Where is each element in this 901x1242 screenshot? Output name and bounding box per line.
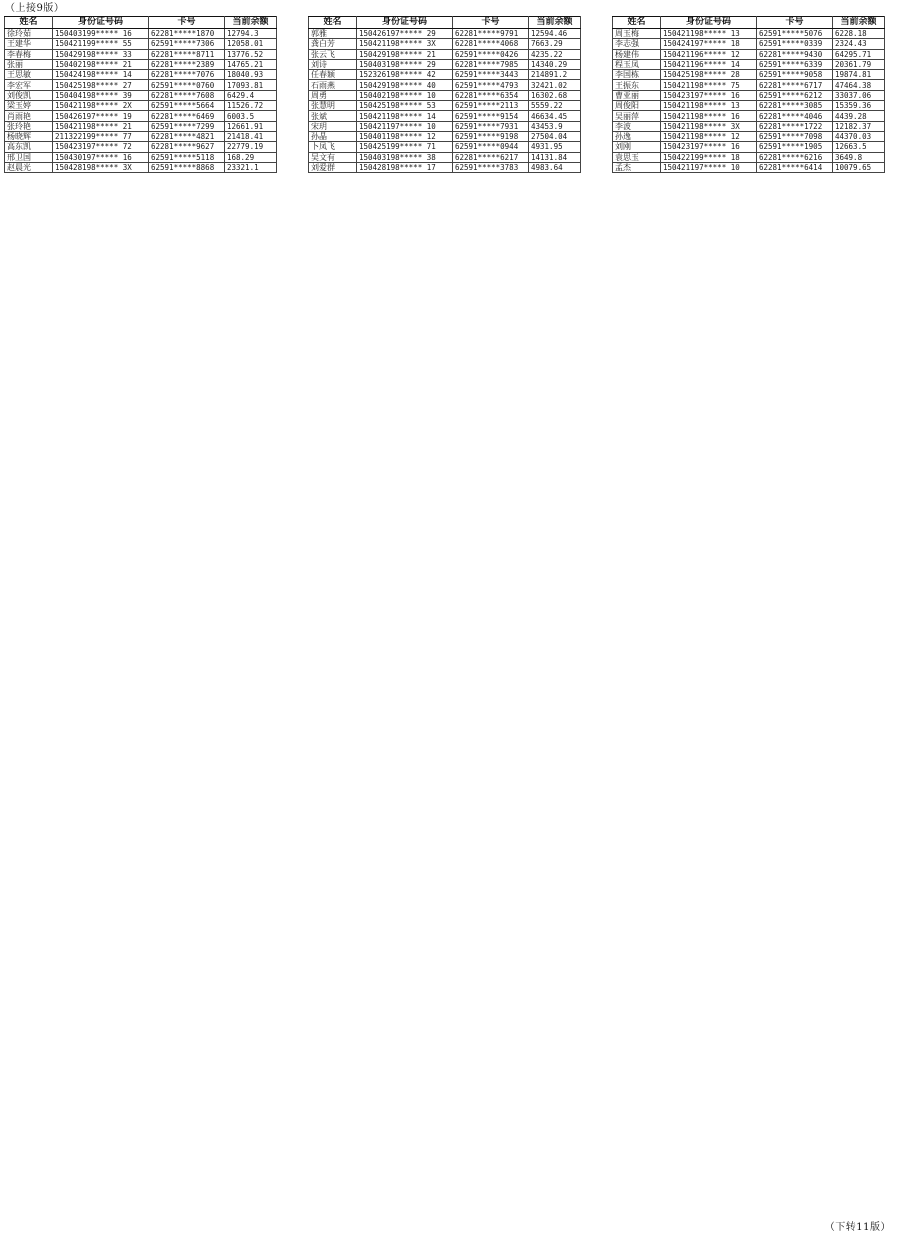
id-number: 150422199***** 18	[661, 152, 757, 162]
holder-name: 李志强	[613, 39, 661, 49]
id-number-header: 身份证号码	[661, 17, 757, 29]
id-number: 150423197***** 16	[661, 142, 757, 152]
table-row	[309, 39, 581, 49]
id-number: 150402198***** 21	[53, 59, 149, 69]
holder-name: 徐玲茹	[5, 29, 53, 39]
holder-name: 吴丽萍	[613, 111, 661, 121]
holder-name: 孟杰	[613, 162, 661, 172]
continued-from-note: （上接9版）	[5, 3, 65, 14]
current-balance: 15359.36	[833, 101, 885, 111]
holder-name: 李波	[613, 121, 661, 131]
header-row	[613, 17, 885, 29]
current-balance: 4235.22	[529, 49, 581, 59]
holder-name: 郭雅	[309, 29, 357, 39]
id-number: 150421198***** 2X	[53, 101, 149, 111]
current-balance: 12794.3	[225, 29, 277, 39]
holder-name: 任春颖	[309, 70, 357, 80]
id-number: 150421198***** 13	[661, 29, 757, 39]
card-number: 62591*****9198	[453, 131, 529, 141]
id-number: 150403198***** 38	[357, 152, 453, 162]
current-balance: 11526.72	[225, 101, 277, 111]
current-balance: 168.29	[225, 152, 277, 162]
card-number: 62281*****6354	[453, 90, 529, 100]
current-balance: 16302.68	[529, 90, 581, 100]
table-row	[309, 101, 581, 111]
holder-name: 龚白芳	[309, 39, 357, 49]
id-number: 150421198***** 3X	[661, 121, 757, 131]
current-balance: 12182.37	[833, 121, 885, 131]
card-number: 62281*****4068	[453, 39, 529, 49]
table-row	[309, 29, 581, 39]
current-balance: 19874.81	[833, 70, 885, 80]
holder-name: 邢卫国	[5, 152, 53, 162]
id-number: 150421196***** 12	[661, 49, 757, 59]
id-number: 150428198***** 3X	[53, 162, 149, 172]
current-balance: 4931.95	[529, 142, 581, 152]
id-number: 150428198***** 17	[357, 162, 453, 172]
id-number: 150425199***** 71	[357, 142, 453, 152]
id-number: 152326198***** 42	[357, 70, 453, 80]
current-balance: 6228.18	[833, 29, 885, 39]
table-row	[613, 101, 885, 111]
id-number: 150426197***** 29	[357, 29, 453, 39]
id-number: 150421197***** 10	[357, 121, 453, 131]
header-row	[309, 17, 581, 29]
holder-name: 曹亚丽	[613, 90, 661, 100]
id-number: 150421197***** 10	[661, 162, 757, 172]
table-row	[309, 111, 581, 121]
current-balance: 46634.45	[529, 111, 581, 121]
table-row	[309, 121, 581, 131]
holder-name: 张斌	[309, 111, 357, 121]
id-number: 150421198***** 21	[53, 121, 149, 131]
holder-name: 吴文有	[309, 152, 357, 162]
table-row	[613, 131, 885, 141]
id-number: 150402198***** 10	[357, 90, 453, 100]
holder-name: 肖雨艳	[5, 111, 53, 121]
card-number: 62591*****0944	[453, 142, 529, 152]
account-table-1	[4, 16, 277, 173]
table-row	[5, 90, 277, 100]
table-row	[613, 49, 885, 59]
card-number: 62591*****8868	[149, 162, 225, 172]
table-row	[5, 162, 277, 172]
card-number: 62591*****6212	[757, 90, 833, 100]
card-number: 62281*****7608	[149, 90, 225, 100]
table-row	[309, 162, 581, 172]
id-number: 150421198***** 12	[661, 131, 757, 141]
id-number: 150425198***** 27	[53, 80, 149, 90]
card-number-header: 卡号	[149, 17, 225, 29]
holder-name: 刘诗	[309, 59, 357, 69]
table-row	[5, 70, 277, 80]
table-row	[613, 59, 885, 69]
id-number: 150425198***** 53	[357, 101, 453, 111]
card-number: 62591*****5664	[149, 101, 225, 111]
holder-name: 袁思玉	[613, 152, 661, 162]
current-balance: 44370.03	[833, 131, 885, 141]
holder-name: 王思敏	[5, 70, 53, 80]
table-row	[309, 152, 581, 162]
table-row	[5, 59, 277, 69]
card-number: 62591*****1905	[757, 142, 833, 152]
card-number-header: 卡号	[757, 17, 833, 29]
table-row	[309, 59, 581, 69]
id-number: 150423197***** 16	[661, 90, 757, 100]
card-number: 62591*****7306	[149, 39, 225, 49]
table-row	[613, 121, 885, 131]
card-number: 62281*****7985	[453, 59, 529, 69]
card-number: 62591*****6339	[757, 59, 833, 69]
table-row	[5, 101, 277, 111]
holder-name: 刘刚	[613, 142, 661, 152]
continued-on-note: （下转11版）	[824, 1222, 891, 1233]
card-number: 62281*****1870	[149, 29, 225, 39]
table-row	[309, 80, 581, 90]
current-balance: 18040.93	[225, 70, 277, 80]
name-header: 姓名	[309, 17, 357, 29]
holder-name: 孙晶	[309, 131, 357, 141]
current-balance: 12661.91	[225, 121, 277, 131]
card-number: 62281*****8711	[149, 49, 225, 59]
holder-name: 李国栋	[613, 70, 661, 80]
holder-name: 周勇	[309, 90, 357, 100]
current-balance: 23321.1	[225, 162, 277, 172]
table-row	[5, 49, 277, 59]
holder-name: 王振东	[613, 80, 661, 90]
table-row	[613, 29, 885, 39]
table-row	[309, 90, 581, 100]
table-row	[309, 49, 581, 59]
card-number: 62281*****4821	[149, 131, 225, 141]
id-number: 150421198***** 16	[661, 111, 757, 121]
card-number: 62591*****2113	[453, 101, 529, 111]
holder-name: 周玉梅	[613, 29, 661, 39]
holder-name: 刘俊凯	[5, 90, 53, 100]
account-table-3	[612, 16, 885, 173]
id-number: 150404198***** 39	[53, 90, 149, 100]
current-balance: 21418.41	[225, 131, 277, 141]
holder-name: 张慧明	[309, 101, 357, 111]
card-number: 62591*****0760	[149, 80, 225, 90]
current-balance: 20361.79	[833, 59, 885, 69]
card-number: 62591*****0339	[757, 39, 833, 49]
id-number: 150426197***** 19	[53, 111, 149, 121]
holder-name: 程玉凤	[613, 59, 661, 69]
id-number: 150421199***** 55	[53, 39, 149, 49]
holder-name: 张丽	[5, 59, 53, 69]
id-number: 150429198***** 40	[357, 80, 453, 90]
table-row	[5, 142, 277, 152]
current-balance: 10079.65	[833, 162, 885, 172]
card-number: 62281*****9430	[757, 49, 833, 59]
card-number: 62281*****9791	[453, 29, 529, 39]
table-row	[613, 70, 885, 80]
table-row	[5, 80, 277, 90]
card-number: 62591*****9154	[453, 111, 529, 121]
card-number: 62591*****0426	[453, 49, 529, 59]
card-number: 62591*****7931	[453, 121, 529, 131]
holder-name: 刘爱群	[309, 162, 357, 172]
card-number: 62281*****6469	[149, 111, 225, 121]
current-balance: 14340.29	[529, 59, 581, 69]
id-number: 150421196***** 14	[661, 59, 757, 69]
holder-name: 杨建伟	[613, 49, 661, 59]
id-number: 150423197***** 72	[53, 142, 149, 152]
card-number: 62591*****5076	[757, 29, 833, 39]
current-balance: 6003.5	[225, 111, 277, 121]
holder-name: 宋玥	[309, 121, 357, 131]
card-number: 62281*****9627	[149, 142, 225, 152]
card-number: 62591*****4793	[453, 80, 529, 90]
current-balance: 4439.28	[833, 111, 885, 121]
current-balance: 4983.64	[529, 162, 581, 172]
table-row	[613, 162, 885, 172]
holder-name: 张玲艳	[5, 121, 53, 131]
table-row	[613, 111, 885, 121]
current-balance: 27504.04	[529, 131, 581, 141]
table-row	[5, 39, 277, 49]
current-balance: 17093.81	[225, 80, 277, 90]
card-number: 62281*****6414	[757, 162, 833, 172]
holder-name: 张云飞	[309, 49, 357, 59]
current-balance: 33037.06	[833, 90, 885, 100]
card-number: 62281*****6217	[453, 152, 529, 162]
id-number: 150425198***** 28	[661, 70, 757, 80]
table-row	[309, 70, 581, 80]
current-balance: 32421.02	[529, 80, 581, 90]
card-number: 62281*****6717	[757, 80, 833, 90]
id-number-header: 身份证号码	[357, 17, 453, 29]
current-balance: 13776.52	[225, 49, 277, 59]
card-number: 62591*****7098	[757, 131, 833, 141]
name-header: 姓名	[5, 17, 53, 29]
table-row	[613, 39, 885, 49]
current-balance: 3649.8	[833, 152, 885, 162]
card-number: 62591*****3443	[453, 70, 529, 80]
table-row	[613, 142, 885, 152]
holder-name: 杨晓辉	[5, 131, 53, 141]
id-number: 150424197***** 18	[661, 39, 757, 49]
table-row	[5, 152, 277, 162]
name-header: 姓名	[613, 17, 661, 29]
table-row	[5, 111, 277, 121]
holder-name: 周俊阳	[613, 101, 661, 111]
holder-name: 王建华	[5, 39, 53, 49]
card-number: 62281*****3085	[757, 101, 833, 111]
holder-name: 卜凤飞	[309, 142, 357, 152]
current-balance: 214891.2	[529, 70, 581, 80]
current-balance: 64295.71	[833, 49, 885, 59]
id-number: 150430197***** 16	[53, 152, 149, 162]
id-number: 150421198***** 14	[357, 111, 453, 121]
holder-name: 李春梅	[5, 49, 53, 59]
holder-name: 孙逸	[613, 131, 661, 141]
current-balance: 7663.29	[529, 39, 581, 49]
holder-name: 梁玉婷	[5, 101, 53, 111]
table-row	[613, 152, 885, 162]
account-table-2	[308, 16, 581, 173]
table-row	[5, 121, 277, 131]
card-number: 62281*****7076	[149, 70, 225, 80]
card-number: 62281*****1722	[757, 121, 833, 131]
id-number: 150421198***** 13	[661, 101, 757, 111]
table-row	[613, 90, 885, 100]
card-number: 62281*****6216	[757, 152, 833, 162]
current-balance: 43453.9	[529, 121, 581, 131]
id-number: 150403199***** 16	[53, 29, 149, 39]
id-number: 150429198***** 33	[53, 49, 149, 59]
current-balance: 14765.21	[225, 59, 277, 69]
current-balance: 22779.19	[225, 142, 277, 152]
holder-name: 高东凯	[5, 142, 53, 152]
holder-name: 赵晨光	[5, 162, 53, 172]
current-balance: 47464.38	[833, 80, 885, 90]
table-row	[309, 142, 581, 152]
table-row	[309, 131, 581, 141]
id-number: 150421198***** 75	[661, 80, 757, 90]
id-number: 150424198***** 14	[53, 70, 149, 80]
current-balance: 12058.01	[225, 39, 277, 49]
card-number: 62591*****3783	[453, 162, 529, 172]
card-number: 62591*****9058	[757, 70, 833, 80]
card-number-header: 卡号	[453, 17, 529, 29]
current-balance: 2324.43	[833, 39, 885, 49]
id-number: 150401198***** 12	[357, 131, 453, 141]
id-number: 150421198***** 3X	[357, 39, 453, 49]
id-number: 150403198***** 29	[357, 59, 453, 69]
id-number: 211322199***** 77	[53, 131, 149, 141]
table-row	[5, 131, 277, 141]
card-number: 62591*****7299	[149, 121, 225, 131]
current-balance: 12594.46	[529, 29, 581, 39]
card-number: 62591*****5118	[149, 152, 225, 162]
balance-header: 当前余额	[833, 17, 885, 29]
card-number: 62281*****4046	[757, 111, 833, 121]
current-balance: 12663.5	[833, 142, 885, 152]
id-number-header: 身份证号码	[53, 17, 149, 29]
table-row	[613, 80, 885, 90]
current-balance: 14131.84	[529, 152, 581, 162]
id-number: 150429198***** 21	[357, 49, 453, 59]
balance-header: 当前余额	[225, 17, 277, 29]
holder-name: 李宏军	[5, 80, 53, 90]
header-row	[5, 17, 277, 29]
balance-header: 当前余额	[529, 17, 581, 29]
table-row	[5, 29, 277, 39]
card-number: 62281*****2389	[149, 59, 225, 69]
current-balance: 5559.22	[529, 101, 581, 111]
current-balance: 6429.4	[225, 90, 277, 100]
holder-name: 石雨燕	[309, 80, 357, 90]
